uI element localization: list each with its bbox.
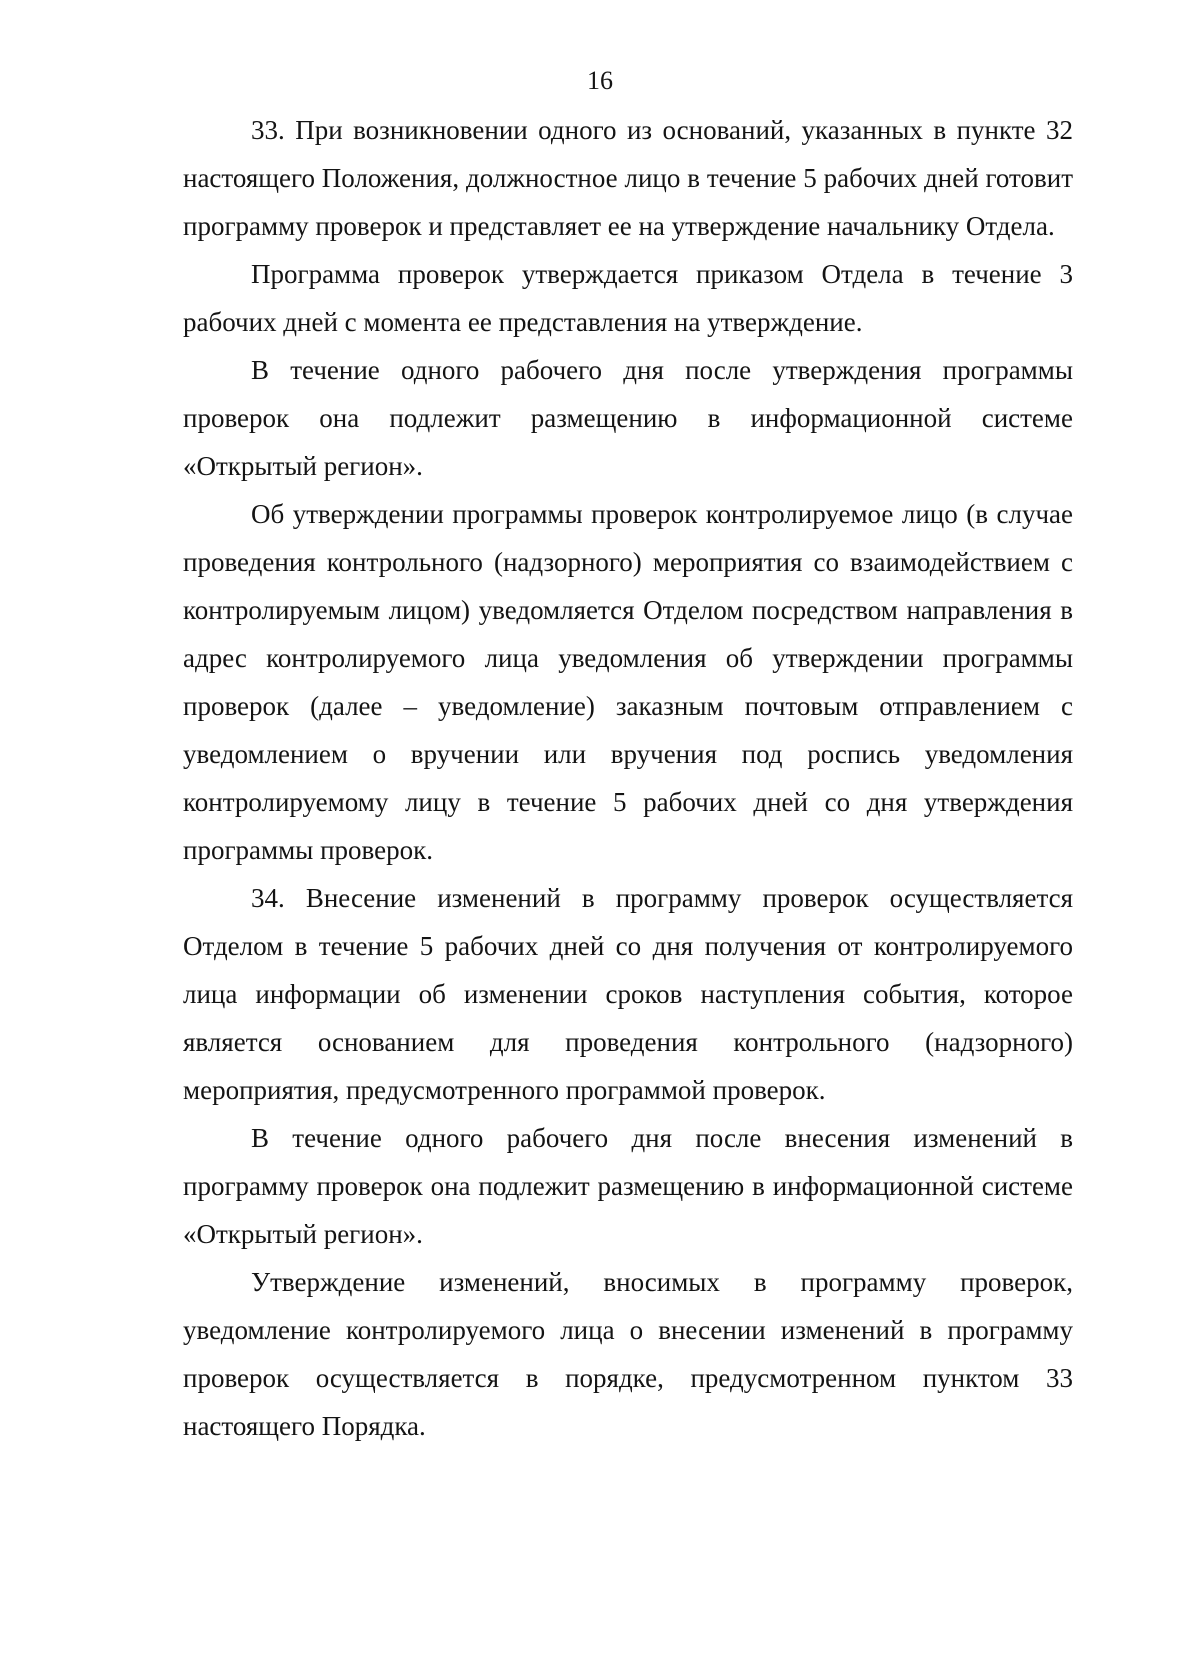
paragraph-notification: Об утверждении программы проверок контролируемое лицо (в случае проведения контрольного (надзорного) мероприятия со взаимодействием с контролируемым лицом) уведомляется Отделом посредством направления в адрес контролируемого лица уведомления об утверждении программы проверок (далее – уведомление) заказным почтовым отправлением с уведомлением о вручении или вручения под роспись уведомления контролируемому лицу в течение 5 рабочих дней со дня утверждения программы проверок. — [183, 499, 1073, 865]
paragraph-program-publication: В течение одного рабочего дня после утверждения программы проверок она подлежит размещению в информационной системе «Открытый регион». — [183, 355, 1073, 481]
page-number: 16 — [587, 66, 613, 95]
paragraph-program-approval: Программа проверок утверждается приказом Отдела в течение 3 рабочих дней с момента ее представления на утверждение. — [183, 259, 1073, 337]
paragraph-changes-publication: В течение одного рабочего дня после внесения изменений в программу проверок она подлежит размещению в информационной системе «Открытый регион». — [183, 1123, 1073, 1249]
paragraph-34: 34. Внесение изменений в программу проверок осуществляется Отделом в течение 5 рабочих дней со дня получения от контролируемого лица информации об изменении сроков наступления события, которое является основанием для проведения контрольного (надзорного) мероприятия, предусмотренного программой проверок. — [183, 883, 1073, 1105]
document-body — [183, 106, 1073, 1450]
paragraph-changes-approval: Утверждение изменений, вносимых в программу проверок, уведомление контролируемого лица о внесении изменений в программу проверок осуществляется в порядке, предусмотренном пунктом 33 настоящего Порядка. — [183, 1267, 1073, 1441]
paragraph-33: 33. При возникновении одного из оснований, указанных в пункте 32 настоящего Положения, должностное лицо в течение 5 рабочих дней готовит программу проверок и представляет ее на утверждение начальнику Отдела. — [183, 115, 1073, 241]
